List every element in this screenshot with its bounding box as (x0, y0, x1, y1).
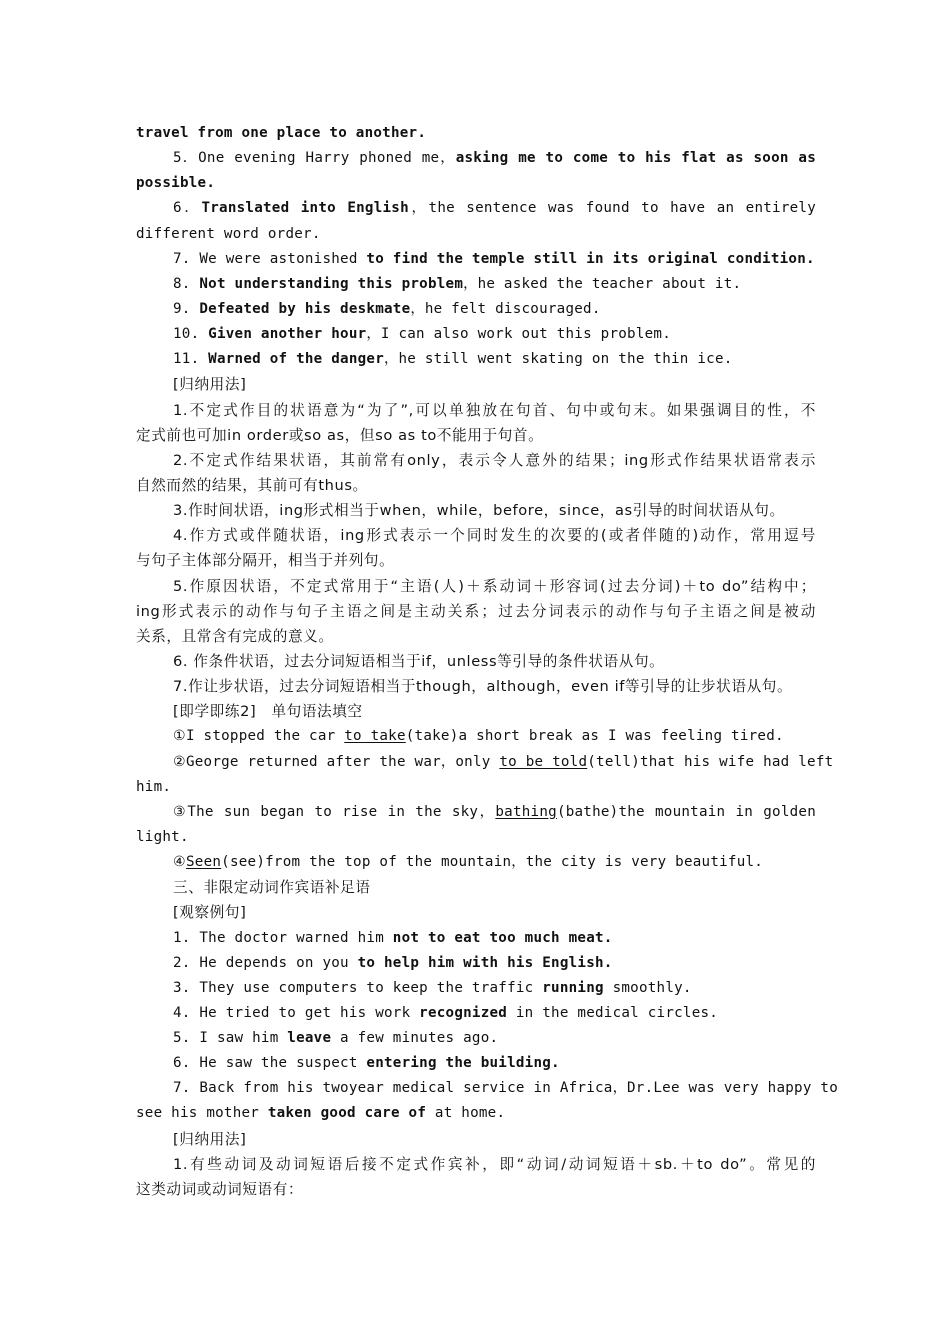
text-line: 这类动词或动词短语有： (136, 1180, 304, 1198)
text-line: 关系，且常含有完成的意义。 (136, 627, 334, 645)
text-line: 1.有些动词及动词短语后接不定式作宾补，即“动词/动词短语＋sb.＋to do”。常见的 (173, 1155, 816, 1173)
text-line: 2.不定式作结果状语，其前常有only，表示令人意外的结果；ing形式作结果状语常表示 (173, 451, 816, 469)
text-line: 7.作让步状语，过去分词短语相当于though，although，even if等引导的让步状语从句。 (173, 678, 793, 696)
text-line: 5. I saw him leave a few minutes ago. (173, 1030, 499, 1047)
text-line: 7. Back from his twoyear medical service in Africa，Dr.Lee was very happy to (173, 1080, 839, 1097)
text-line: 6. 作条件状语，过去分词短语相当于if，unless等引导的条件状语从句。 (173, 652, 665, 670)
text-line: 9. Defeated by his deskmate，he felt discouraged. (173, 300, 601, 317)
section-heading: [观察例句] (173, 904, 247, 922)
answer-blank: bathing (495, 803, 557, 820)
document-page (136, 121, 839, 1202)
text-line: 11. Warned of the danger，he still went skating on the thin ice. (173, 351, 733, 368)
section-heading: [归纳用法] (173, 376, 247, 394)
text-line: 10. Given another hour，I can also work out this problem. (173, 326, 671, 343)
text-line: 1. The doctor warned him not to eat too much meat. (173, 929, 613, 946)
text-line: 6．Translated into English，the sentence was found to have an entirely (173, 200, 817, 217)
text-line: different word order. (136, 225, 321, 242)
text-line: him. (136, 778, 172, 795)
text-line: ②George returned after the war，only to be told(tell)that his wife had left (173, 753, 834, 770)
text-line: 7. We were astonished to find the temple still in its original condition. (173, 250, 815, 267)
text-line: light. (136, 828, 189, 845)
text-line: 自然而然的结果，其前可有thus。 (136, 476, 368, 494)
text-line: 3. They use computers to keep the traffic running smoothly. (173, 979, 692, 996)
section-heading: [即学即练2] 单句语法填空 (173, 703, 363, 721)
text-line: see his mother taken good care of at home. (136, 1105, 506, 1122)
answer-blank: to be told (499, 753, 588, 770)
text-line: 8. Not understanding this problem，he asked the teacher about it. (173, 275, 742, 292)
text-line: 5.作原因状语，不定式常用于“主语(人)＋系动词＋形容词(过去分词)＋to do”结构中； (173, 577, 816, 595)
text-line: ③The sun began to rise in the sky，bathing(bathe)the mountain in golden (173, 803, 816, 820)
text-line: 定式前也可加in order或so as，但so as to不能用于句首。 (136, 426, 544, 444)
text-line: 1.不定式作目的状语意为“为了”,可以单独放在句首、句中或句末。如果强调目的性，不 (173, 401, 816, 419)
text-line: 6. He saw the suspect entering the building. (173, 1055, 560, 1072)
text-line: 5．One evening Harry phoned me，asking me to come to his flat as soon as (173, 150, 816, 167)
text-line: 与句子主体部分隔开，相当于并列句。 (136, 552, 395, 570)
text-line: 3.作时间状语，ing形式相当于when，while，before，since，as引导的时间状语从句。 (173, 502, 785, 520)
section-heading: 三、非限定动词作宾语补足语 (173, 879, 371, 897)
text-line: 2. He depends on you to help him with his English. (173, 954, 613, 971)
text-line: travel from one place to another. (136, 125, 427, 141)
text-line: 4.作方式或伴随状语，ing形式表示一个同时发生的次要的(或者伴随的)动作，常用逗号 (173, 527, 816, 545)
text-line: ing形式表示的动作与句子主语之间是主动关系；过去分词表示的动作与句子主语之间是被动 (136, 602, 816, 620)
answer-blank: Seen (185, 854, 222, 871)
text-line: ④Seen(see)from the top of the mountain，the city is very beautiful. (173, 854, 764, 871)
text-line: ①I stopped the car to take(take)a short break as I was feeling tired. (173, 728, 784, 745)
text-line: 4. He tried to get his work recognized in the medical circles. (173, 1004, 719, 1021)
answer-blank: to take (344, 728, 406, 745)
section-heading: [归纳用法] (173, 1130, 247, 1148)
text-line: possible. (136, 175, 216, 192)
